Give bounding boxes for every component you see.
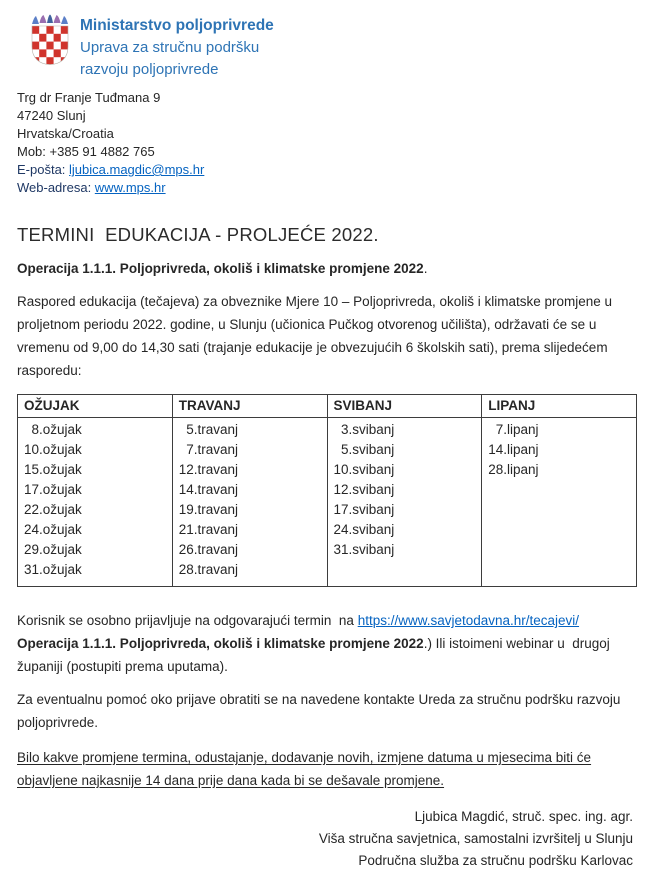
column-travanj [172,418,327,587]
schedule-date: 17.ožujak [24,482,82,497]
column-lipanj [482,418,637,587]
signature-block [17,806,637,872]
schedule-date: 28.lipanj [488,462,539,477]
schedule-body-row [18,418,637,587]
schedule-date: 7.lipanj [488,422,539,437]
contact-street: Trg dr Franje Tuđmana 9 [17,90,161,105]
schedule-date: 10.ožujak [24,442,82,457]
ministry-name: Ministarstvo poljoprivrede [80,17,274,34]
schedule-date: 15.ožujak [24,462,82,477]
schedule-date: 5.travanj [178,422,239,437]
schedule-date: 21.travanj [178,522,239,537]
column-header-svibanj: SVIBANJ [327,395,482,418]
signup-bold-operation: Operacija 1.1.1. Poljoprivreda, okoliš i klimatske promjene 2022 [17,636,424,651]
schedule-date: 7.travanj [178,442,239,457]
schedule-date: 10.svibanj [333,462,395,477]
signature-office: Područna služba za stručnu podršku Karlovac [358,853,633,868]
intro-paragraph: Raspored edukacija (tečajeva) za obveznike Mjere 10 – Poljoprivreda, okoliš i klimatske promjene u proljetnom periodu 2022. godine, u Slunju (učionica Pučkog otvorenog učilišta), održavati će se u vremenu od 9,00 do 14,30 sati (trajanje edukacije je obvezujućih 6 školskih sati), prema slijedećem rasporedu: [17,294,616,378]
contact-web-line [17,179,637,197]
ministry-block [80,14,274,81]
schedule-date: 29.ožujak [24,542,82,557]
contact-country: Hrvatska/Croatia [17,126,114,141]
schedule-header-row [18,395,637,418]
web-label: Web-adresa: [17,180,95,195]
signature-name: Ljubica Magdić, struč. spec. ing. agr. [414,809,633,824]
schedule-table [17,394,637,587]
department-line2: razvoju poljoprivrede [80,61,219,78]
schedule-date: 17.svibanj [333,502,395,517]
page-title: TERMINI EDUKACIJA - PROLJEĆE 2022. [17,224,379,245]
contact-mobile: Mob: +385 91 4882 765 [17,144,155,159]
schedule-date: 22.ožujak [24,502,82,517]
signup-paragraph [17,609,637,678]
help-paragraph: Za eventualnu pomoć oko prijave obratiti se na navedene kontakte Ureda za stručnu podršku razvoju poljoprivrede. [17,692,621,730]
change-notice: Bilo kakve promjene termina, odustajanje, dodavanje novih, izmjene datuma u mjesecima biti će objavljene najkasnije 14 dana prije dana kada bi se dešavale promjene. [17,750,592,788]
croatia-coat-of-arms-icon [30,14,70,66]
schedule-date: 31.ožujak [24,562,82,577]
signup-text-before: Korisnik se osobno prijavljuje na odgovarajući termin na [17,613,358,628]
contact-block [17,89,637,197]
schedule-date: 3.svibanj [333,422,395,437]
column-header-lipanj: LIPANJ [482,395,637,418]
schedule-date: 14.lipanj [488,442,539,457]
email-label: E-pošta: [17,162,70,177]
signup-text-after: .) Ili istoimeni webinar u drugoj županiji (postupiti prema uputama). [17,636,614,674]
signature-role: Viša stručna savjetnica, samostalni izvršitelj u Slunju [318,831,633,846]
column-svibanj [327,418,482,587]
tecajevi-link[interactable]: https://www.savjetodavna.hr/tecajevi/ [357,613,580,628]
operation-subtitle [17,261,637,276]
web-link[interactable]: www.mps.hr [94,180,166,195]
schedule-date: 14.travanj [178,482,239,497]
department-line1: Uprava za stručnu podršku [80,39,260,56]
column-ozujak [18,418,173,587]
schedule-date: 31.svibanj [333,542,395,557]
contact-postal-city: 47240 Slunj [17,108,86,123]
schedule-date: 19.travanj [178,502,239,517]
schedule-date: 26.travanj [178,542,239,557]
schedule-date: 24.svibanj [333,522,395,537]
email-link[interactable]: ljubica.magdic@mps.hr [69,162,205,177]
schedule-date: 24.ožujak [24,522,82,537]
column-header-ozujak: OŽUJAK [18,395,173,418]
contact-email-line [17,161,637,179]
schedule-date: 28.travanj [178,562,239,577]
schedule-date: 5.svibanj [333,442,395,457]
signup-space [579,613,583,628]
schedule-date: 12.svibanj [333,482,395,497]
letterhead [30,14,637,81]
column-header-travanj: TRAVANJ [172,395,327,418]
schedule-date: 8.ožujak [24,422,82,437]
operation-subtitle-bold: Operacija 1.1.1. Poljoprivreda, okoliš i klimatske promjene 2022 [17,261,424,276]
schedule-date: 12.travanj [178,462,239,477]
operation-subtitle-period: . [423,261,428,276]
